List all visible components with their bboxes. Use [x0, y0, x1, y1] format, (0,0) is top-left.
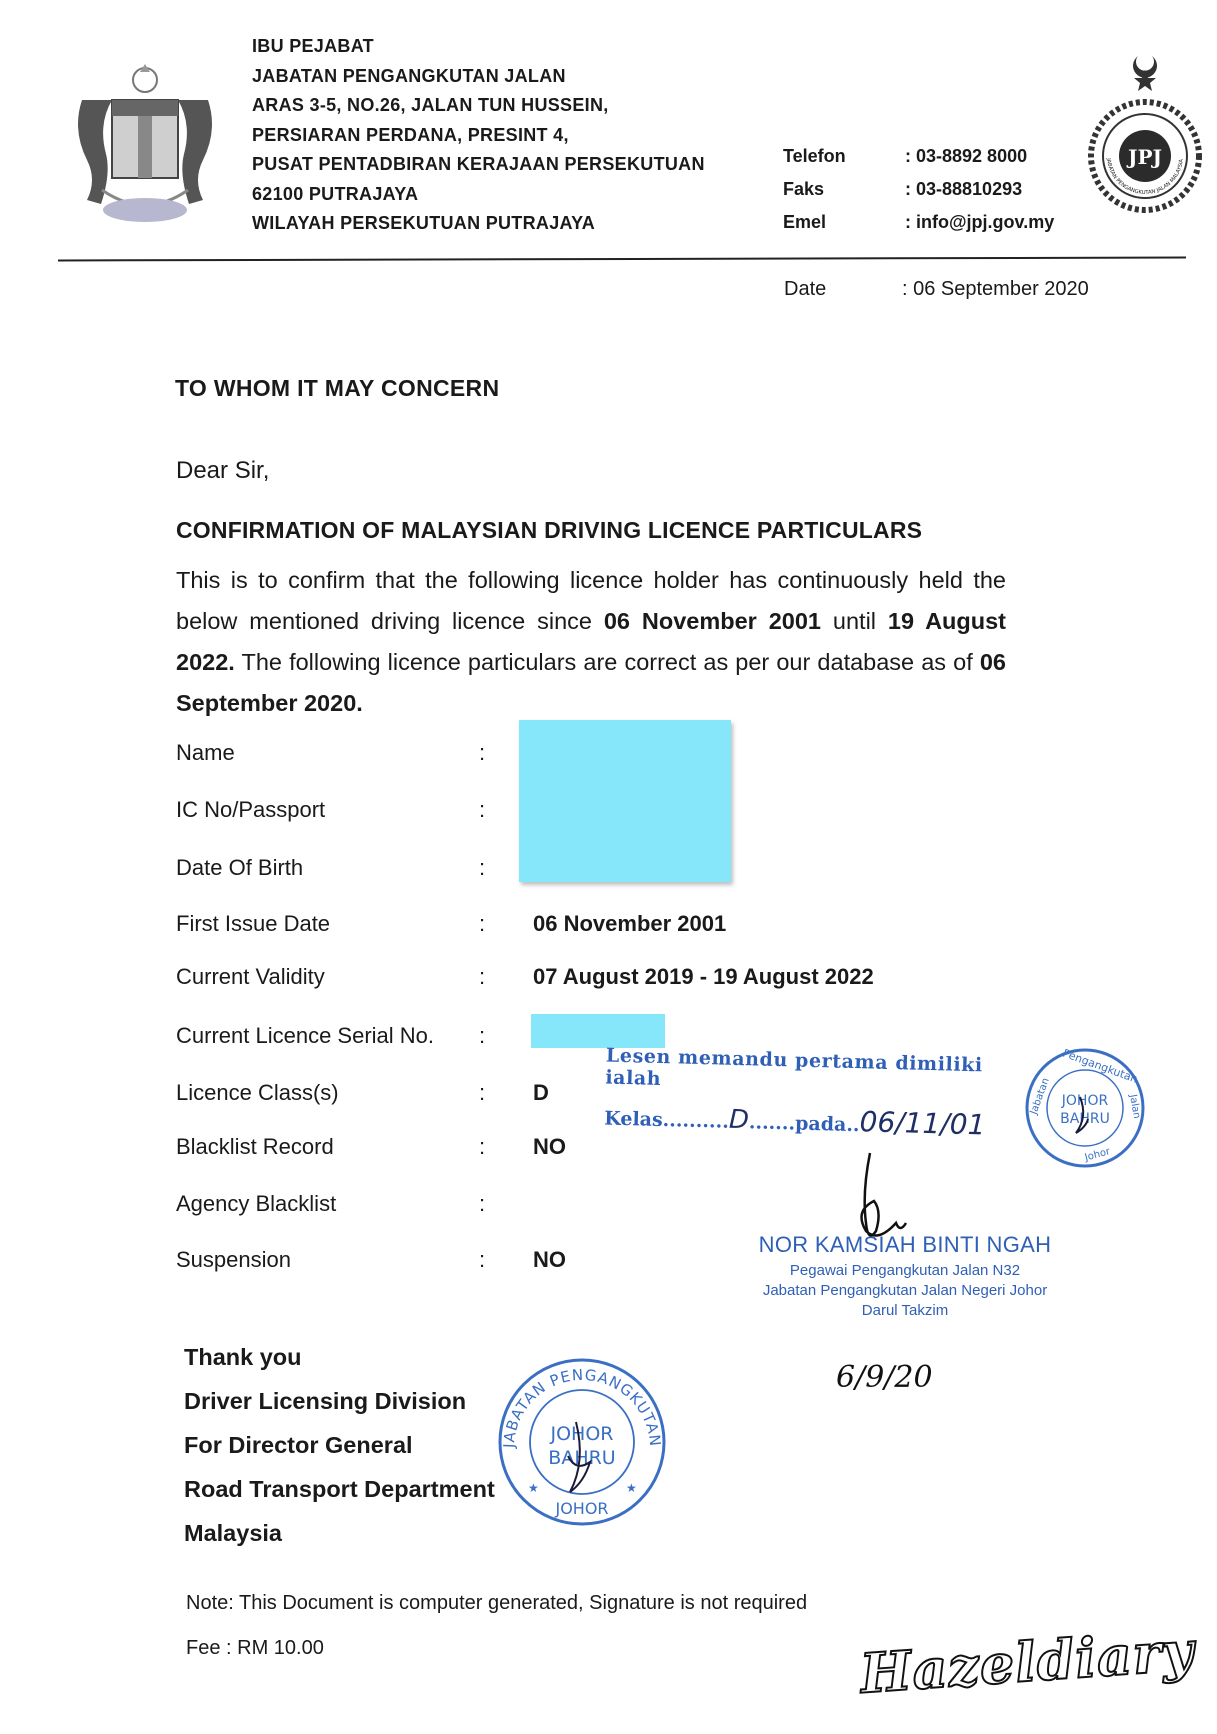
field-label: Licence Class(s): [176, 1080, 339, 1105]
officer-block: [740, 1232, 1070, 1319]
handwritten-first-date: 06/11/01: [859, 1105, 986, 1142]
seal-right-text: Jalan: [1127, 1093, 1143, 1120]
field-row-agency-blacklist: [176, 1191, 936, 1221]
field-value: 06 November 2001: [533, 911, 727, 936]
date-row: [784, 278, 1144, 301]
address-line: PUSAT PENTADBIRAN KERAJAAN PERSEKUTUAN: [252, 154, 705, 174]
field-colon: :: [479, 797, 486, 822]
seal-ring-text: JABATAN PENGANGKUTAN: [499, 1365, 665, 1449]
field-colon: :: [479, 1247, 486, 1272]
contact-row-fax: [783, 173, 1083, 206]
field-colon: :: [479, 855, 486, 880]
officer-department: Jabatan Pengangkutan Jalan Negeri Johor: [762, 1282, 1048, 1299]
closing-block: [184, 1335, 495, 1555]
field-label: First Issue Date: [176, 911, 331, 936]
closing-line: Malaysia: [184, 1520, 282, 1546]
address-line: JABATAN PENGANGKUTAN JALAN: [252, 65, 566, 86]
seal-bottom-text: JOHOR: [555, 1499, 609, 1518]
closing-line: For Director General: [184, 1432, 413, 1458]
body-text: This is to confirm that the following licence holder has continuously held the below mentioned driving licence since: [176, 567, 1006, 634]
field-label: Name: [176, 740, 235, 765]
field-colon: :: [479, 1191, 486, 1216]
stamp-line-1: Lesen memandu pertama dimiliki ialah: [605, 1044, 984, 1090]
field-colon: :: [479, 1080, 486, 1105]
field-row-first-issue: [176, 911, 936, 941]
field-label: IC No/Passport: [176, 797, 326, 822]
date-value: : 06 September 2020: [902, 278, 1089, 300]
contact-value: : 03-88810293: [905, 179, 1023, 199]
contact-value: : 03-8892 8000: [905, 146, 1028, 166]
licence-first-stamp: [604, 1045, 1026, 1146]
field-label: Date Of Birth: [176, 855, 304, 880]
field-label: Current Licence Serial No.: [176, 1023, 435, 1048]
field-label: Current Validity: [176, 964, 325, 989]
closing-line: Driver Licensing Division: [184, 1388, 467, 1414]
date-label: Date: [784, 278, 827, 300]
footer-note: Note: This Document is computer generated, Signature is not required: [186, 1592, 808, 1614]
jpj-logo-text: JPJ: [1128, 145, 1162, 169]
seal-left-text: Jabatan: [1028, 1076, 1052, 1117]
seal-center-1: JOHOR: [550, 1423, 614, 1445]
redaction-block: [519, 720, 731, 882]
field-label: Agency Blacklist: [176, 1191, 337, 1216]
header-divider: [58, 257, 1186, 262]
contact-row-email: [783, 206, 1083, 239]
johor-seal-right: [1022, 1045, 1148, 1171]
svg-text:★: ★: [528, 1481, 539, 1495]
field-row-validity: [176, 964, 936, 994]
jpj-logo-ring-text: JABATAN PENGANGKUTAN JALAN MALAYSIA: [1105, 158, 1185, 197]
stamp-kelas-label: Kelas: [604, 1107, 664, 1132]
closing-line: Thank you: [184, 1344, 302, 1370]
address-line: ARAS 3-5, NO.26, JALAN TUN HUSSEIN,: [252, 95, 609, 115]
handwritten-class: D: [728, 1104, 750, 1136]
field-colon: :: [479, 1134, 486, 1159]
body-text: The following licence particulars are correct as per our database as of: [234, 649, 980, 675]
hazeldiary-watermark: Hazeldiary: [858, 1618, 1197, 1706]
field-value: 07 August 2019 - 19 August 2022: [533, 964, 874, 989]
contact-label: Telefon: [783, 146, 846, 166]
seal-center-2: BAHRU: [1060, 1111, 1110, 1127]
jpj-logo: [1086, 48, 1204, 220]
officer-title: Pegawai Pengangkutan Jalan N32: [789, 1262, 1021, 1279]
svg-text:★: ★: [626, 1481, 637, 1495]
body-text: until: [821, 608, 888, 634]
header-contact: [783, 140, 1083, 240]
seal-center-1: JOHOR: [1061, 1093, 1109, 1109]
field-label: Suspension: [176, 1247, 291, 1272]
field-colon: :: [479, 911, 486, 936]
seal-center-2: BAHRU: [548, 1447, 616, 1469]
fee-line: Fee : RM 10.00: [186, 1637, 324, 1659]
redaction-serial: [531, 1014, 665, 1048]
closing-line: Road Transport Department: [184, 1476, 495, 1502]
field-value: NO: [533, 1247, 566, 1272]
address-line: 62100 PUTRAJAYA: [252, 183, 419, 204]
body-paragraph: [176, 560, 1006, 724]
contact-value: : info@jpj.gov.my: [905, 212, 1055, 232]
coat-of-arms-emblem: [62, 60, 228, 230]
contact-row-phone: [783, 140, 1083, 173]
dear-sir: Dear Sir,: [176, 457, 270, 484]
field-colon: :: [479, 964, 486, 989]
letter-subject: CONFIRMATION OF MALAYSIAN DRIVING LICENCE PARTICULARS: [176, 517, 923, 543]
field-colon: :: [479, 740, 486, 765]
until-date: 19 August 2022.: [176, 608, 1006, 675]
handwritten-date: 6/9/20: [836, 1360, 933, 1395]
field-label: Blacklist Record: [176, 1134, 334, 1159]
since-date: 06 November 2001: [603, 608, 821, 634]
officer-region: Darul Takzim: [861, 1302, 949, 1319]
johor-seal-bottom: [492, 1352, 672, 1532]
field-colon: :: [479, 1023, 486, 1048]
contact-label: Emel: [783, 212, 827, 232]
address-line: WILAYAH PERSEKUTUAN PUTRAJAYA: [252, 213, 596, 233]
field-value: D: [533, 1080, 549, 1105]
seal-top-text: Pengangkutan: [1061, 1046, 1140, 1086]
address-line: IBU PEJABAT: [252, 36, 374, 56]
officer-name: NOR KAMSIAH BINTI NGAH: [758, 1232, 1052, 1257]
stamp-line-2: Kelas..........D.......pada..06/11/01: [604, 1104, 986, 1142]
as-of-date: 06 September 2020.: [176, 649, 1006, 716]
field-value: NO: [533, 1134, 566, 1159]
header-address: [252, 32, 705, 239]
seal-bottom-text: Johor: [1083, 1146, 1112, 1164]
contact-label: Faks: [783, 179, 825, 199]
address-line: PERSIARAN PERDANA, PRESINT 4,: [252, 124, 569, 145]
stamp-pada-label: pada: [794, 1112, 847, 1136]
to-whom-heading: TO WHOM IT MAY CONCERN: [175, 375, 500, 401]
